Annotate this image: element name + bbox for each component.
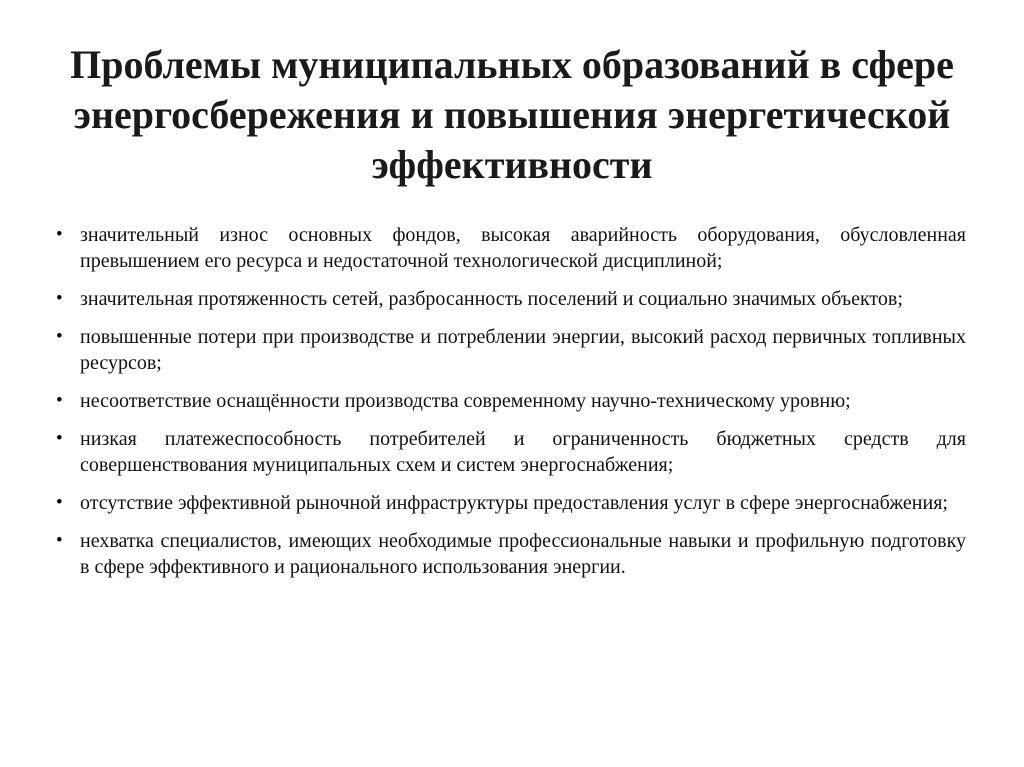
bullet-icon: • [56,428,63,449]
list-item-text: повышенные потери при производстве и потреблении энергии, высокий расход первичных топливных ресурсов; [80,326,966,374]
bullet-icon: • [56,492,63,513]
list-item-text: нехватка специалистов, имеющих необходимые профессиональные навыки и профильную подготовку в сфере эффективного и рационального использования энергии. [80,530,966,578]
list-item-text: значительный износ основных фондов, высокая аварийность оборудования, обусловленная превышением его ресурса и недостаточной технологической дисциплиной; [80,224,966,272]
bullet-icon: • [56,326,63,347]
bullet-icon: • [56,224,63,245]
bullet-icon: • [56,288,63,309]
list-item [56,528,966,580]
list-item-text: значительная протяженность сетей, разбросанность поселений и социально значимых объектов; [80,288,903,310]
list-item-text: отсутствие эффективной рыночной инфраструктуры предоставления услуг в сфере энергоснабжения; [80,492,948,514]
list-item [56,426,966,478]
list-item [56,324,966,376]
list-item [56,388,966,414]
list-item [56,490,966,516]
bullet-icon: • [56,530,63,551]
list-item [56,286,966,312]
bullet-icon: • [56,390,63,411]
list-item-text: низкая платежеспособность потребителей и ограниченность бюджетных средств для совершенствования муниципальных схем и систем энергоснабжения; [80,428,966,476]
slide-title: Проблемы муниципальных образований в сфере энергосбережения и повышения энергетической эффективности [70,42,954,187]
list-item-text: несоответствие оснащённости производства современному научно-техническому уровню; [80,390,851,412]
problem-list [56,222,966,592]
list-item [56,222,966,274]
